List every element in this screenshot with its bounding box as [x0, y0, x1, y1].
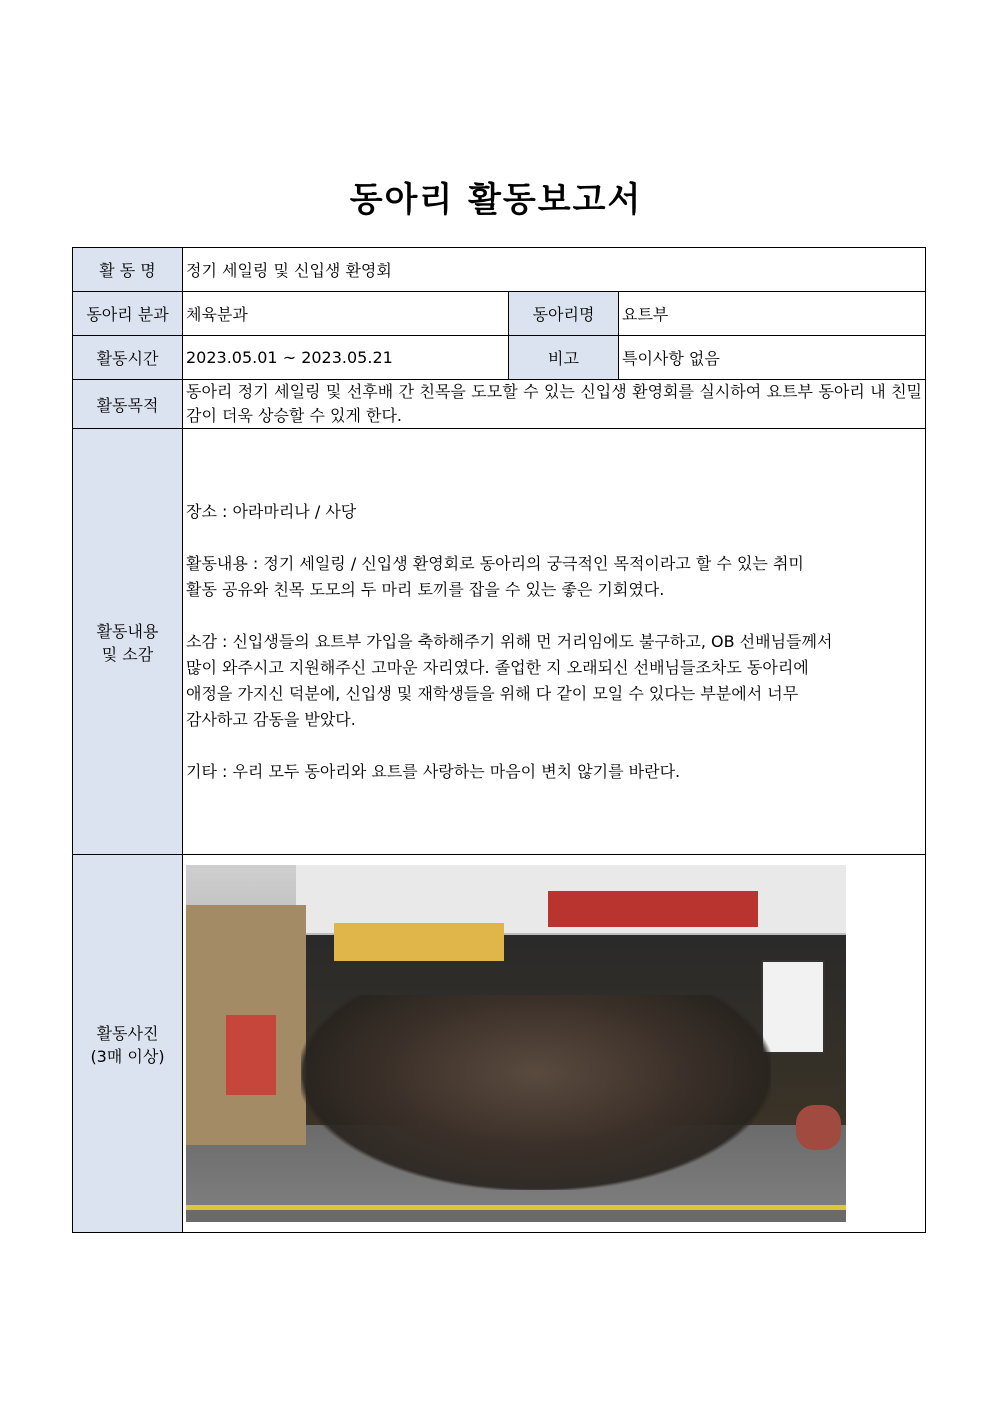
row-club-division	[73, 292, 926, 336]
row-purpose	[73, 380, 926, 429]
row-photos	[73, 855, 926, 1233]
photos-label-line1: 활동사진	[96, 1023, 159, 1043]
activity-period-label: 활동시간	[73, 336, 183, 380]
activity-period-value: 2023.05.01 ~ 2023.05.21	[183, 336, 509, 380]
remarks-value: 특이사항 없음	[619, 336, 926, 380]
remarks-label: 비고	[509, 336, 619, 380]
content-place: 장소 : 아라마리나 / 사당	[186, 501, 357, 521]
content-details-line2: 활동 공유와 친목 도모의 두 마리 토끼를 잡을 수 있는 좋은 기회였다.	[186, 579, 665, 599]
content-impression-line3: 애정을 가지신 덕분에, 신입생 및 재학생들을 위해 다 같이 모일 수 있다는 부분에서 너무	[186, 683, 799, 703]
club-division-value: 체육분과	[183, 292, 509, 336]
club-name-label: 동아리명	[509, 292, 619, 336]
content-details-line1: 활동내용 : 정기 세일링 / 신입생 환영회로 동아리의 궁극적인 목적이라고 할 수 있는 취미	[186, 553, 804, 573]
content-impression-line2: 많이 와주시고 지원해주신 고마운 자리였다. 졸업한 지 오래되신 선배님들조차도 동아리에	[186, 657, 809, 677]
row-activity-period	[73, 336, 926, 380]
row-activity-name	[73, 248, 926, 292]
report-table	[72, 247, 926, 1233]
content-label	[73, 429, 183, 855]
activity-name-label: 활 동 명	[73, 248, 183, 292]
content-impression-line1: 소감 : 신입생들의 요트부 가입을 축하해주기 위해 먼 거리임에도 불구하고, OB 선배님들께서	[186, 631, 833, 651]
purpose-label: 활동목적	[73, 380, 183, 429]
content-label-line2: 및 소감	[101, 644, 154, 664]
content-body	[183, 429, 926, 855]
photos-cell	[183, 855, 926, 1233]
club-division-label: 동아리 분과	[73, 292, 183, 336]
content-label-line1: 활동내용	[96, 621, 159, 641]
row-content	[73, 429, 926, 855]
document-title: 동아리 활동보고서	[349, 180, 643, 220]
club-name-value: 요트부	[619, 292, 926, 336]
photos-label	[73, 855, 183, 1233]
group-photo	[186, 865, 846, 1222]
activity-name-value: 정기 세일링 및 신입생 환영회	[183, 248, 926, 292]
content-impression-line4: 감사하고 감동을 받았다.	[186, 709, 356, 729]
photos-label-line2: (3매 이상)	[90, 1046, 165, 1066]
content-etc: 기타 : 우리 모두 동아리와 요트를 사랑하는 마음이 변치 않기를 바란다.	[186, 761, 681, 781]
purpose-value: 동아리 정기 세일링 및 선후배 간 친목을 도모할 수 있는 신입생 환영회를 실시하여 요트부 동아리 내 친밀감이 더욱 상승할 수 있게 한다.	[183, 380, 926, 429]
